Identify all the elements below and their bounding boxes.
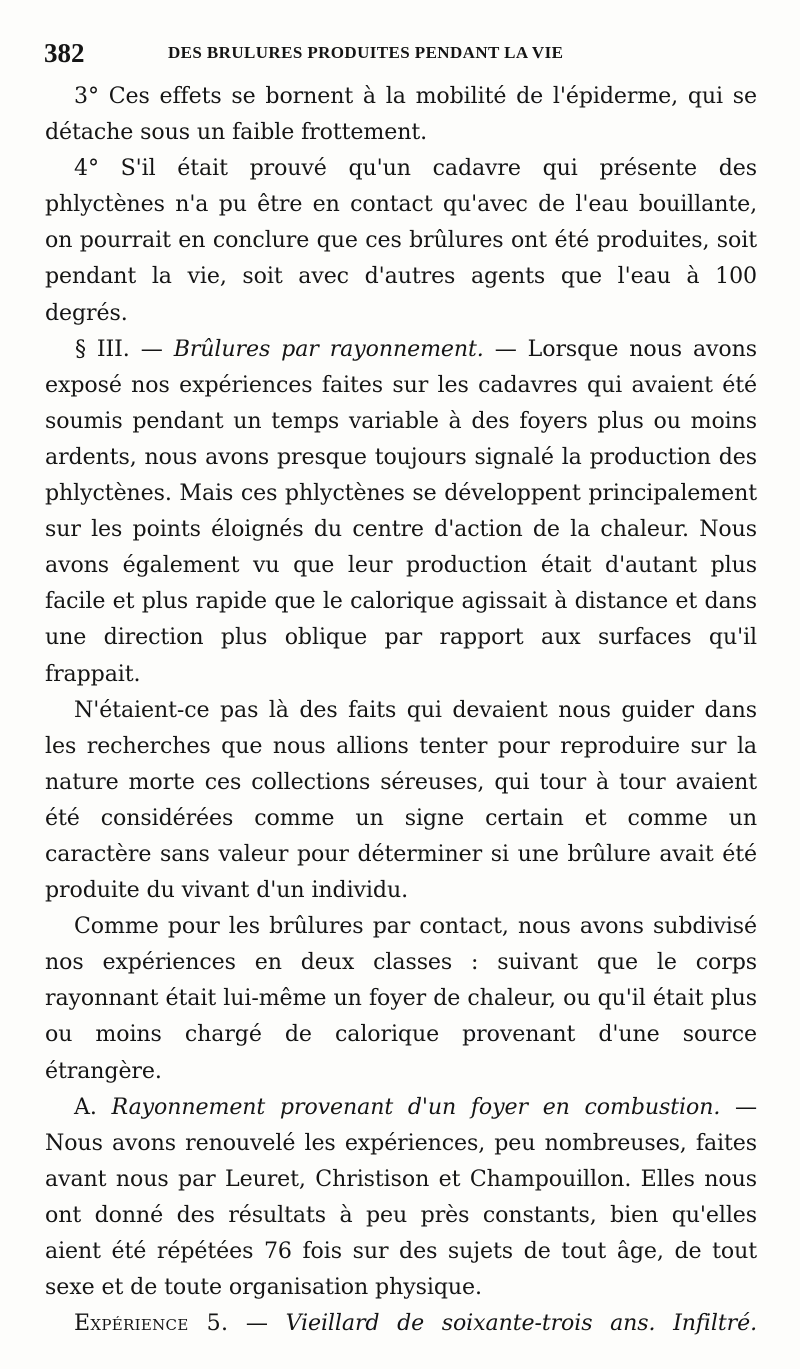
section-3-dash: —	[129, 335, 174, 362]
paragraph-netaient	[45, 692, 757, 909]
paragraph-item-3-text: 3° Ces effets se bornent à la mobilité de l'épiderme, qui se détache sous un faible frottement.	[45, 83, 757, 146]
section-3-title: Brûlures par rayonnement.	[173, 335, 484, 362]
page-header	[44, 38, 759, 68]
page-number: 382	[44, 38, 85, 68]
paragraph-item-4	[45, 150, 757, 330]
experience-heading	[45, 1305, 757, 1341]
experience-label: Expérience 5.	[74, 1310, 229, 1337]
experience-dash: —	[228, 1310, 286, 1337]
paragraph-comme	[45, 908, 757, 1088]
paragraph-a-label: A.	[74, 1093, 112, 1120]
section-3-paragraph	[45, 331, 757, 692]
paragraph-item-3	[45, 78, 757, 150]
section-3-number: § III.	[75, 335, 130, 362]
running-title: DES BRULURES PRODUITES PENDANT LA VIE	[168, 43, 564, 62]
section-3-text: — Lorsque nous avons exposé nos expériences faites sur les cadavres qui avaient été soumis pendant un temps variable à des foyers plus ou moins ardents, nous avons presque toujours signalé la production des phlyctènes. Mais ces phlyctènes se développent principalement sur les points éloignés du centre d'action de la chaleur. Nous avons également vu que leur production était d'autant plus facile et plus rapide que le calorique agissait à distance et dans une direction plus oblique par rapport aux surfaces qu'il frappait.	[45, 335, 757, 687]
body-text	[45, 78, 757, 1341]
paragraph-a-text: — Nous avons renouvelé les expériences, peu nombreuses, faites avant nous par Leuret, Christison et Champouillon. Elles nous ont donné des résultats à peu près constants, bien qu'elles aient été répétées 76 fois sur des sujets de tout âge, de tout sexe et de toute organisation physique.	[45, 1093, 758, 1301]
paragraph-comme-text: Comme pour les brûlures par contact, nous avons subdivisé nos expériences en deux classes : suivant que le corps rayonnant était lui-même un foyer de chaleur, ou qu'il était plus ou moins chargé de calorique provenant d'une source étrangère.	[45, 913, 757, 1084]
experience-title: Vieillard de soixante-trois ans. Infiltré.	[285, 1310, 758, 1337]
paragraph-netaient-text: N'étaient-ce pas là des faits qui devaient nous guider dans les recherches que nous allions tenter pour reproduire sur la nature morte ces collections séreuses, qui tour à tour avaient été considérées comme un signe certain et comme un caractère sans valeur pour déterminer si une brûlure avait été produite du vivant d'un individu.	[45, 696, 757, 904]
paragraph-item-4-text: 4° S'il était prouvé qu'un cadavre qui présente des phlyctènes n'a pu être en contact qu'avec de l'eau bouillante, on pourrait en conclure que ces brûlures ont été produites, soit pendant la vie, soit avec d'autres agents que l'eau à 100 degrés.	[45, 155, 757, 326]
paragraph-a-title: Rayonnement provenant d'un foyer en combustion.	[111, 1093, 721, 1120]
paragraph-a-rayonnement	[45, 1089, 757, 1306]
